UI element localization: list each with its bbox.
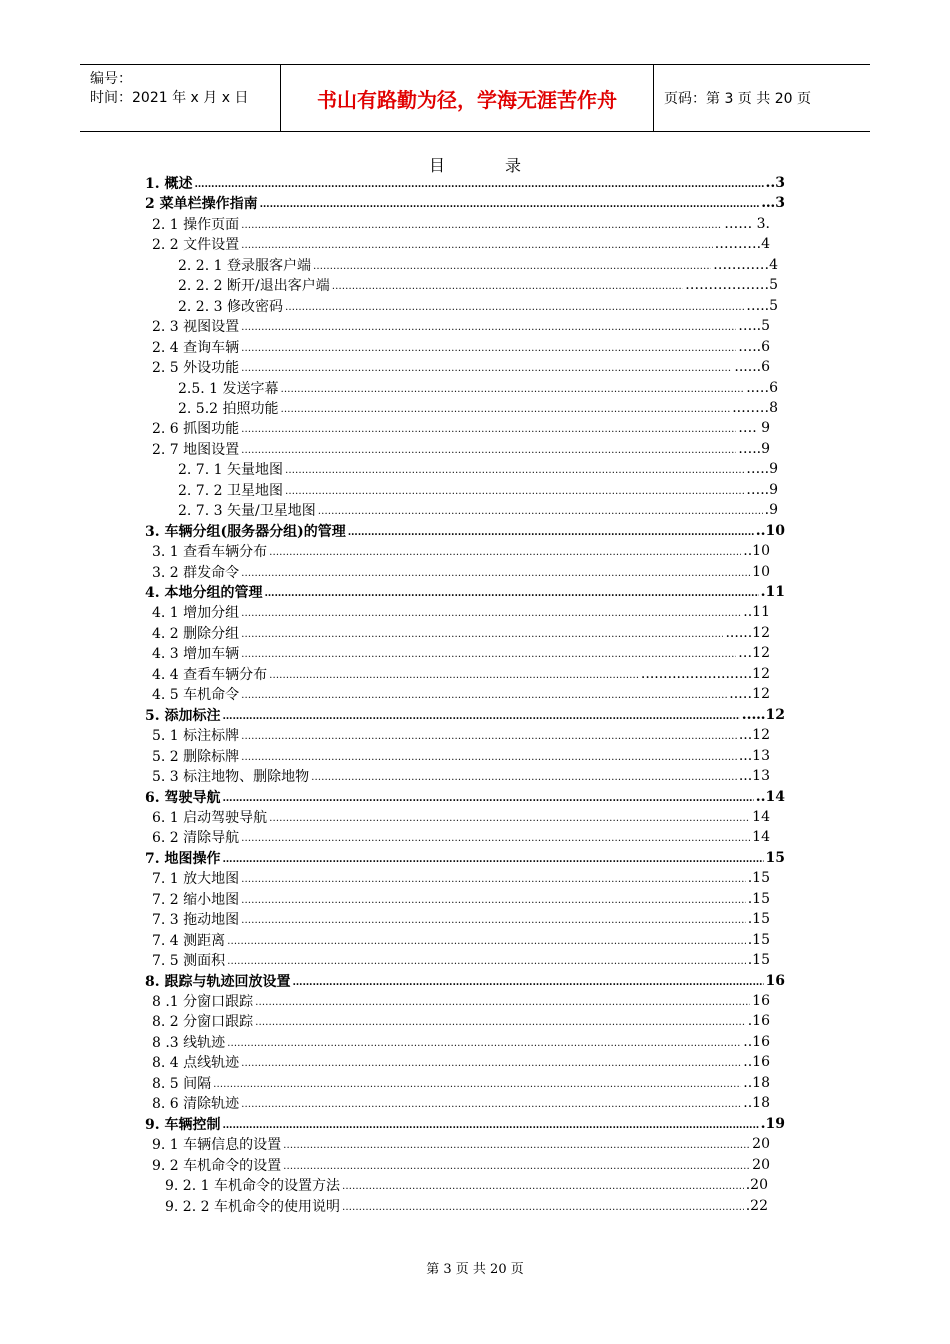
toc-entry-title: 2 菜单栏操作指南 [145, 196, 258, 213]
page-footer: 第 3 页 共 20 页 [426, 1262, 524, 1277]
toc-entry-page: 14 [752, 829, 770, 846]
toc-leader-dots [241, 870, 746, 886]
toc-entry-title: 8 .1 分窗口跟踪 [152, 994, 254, 1010]
toc-entry-title: 5. 2 删除标牌 [152, 748, 240, 765]
toc-entry-page: .22 [745, 1197, 768, 1214]
toc-entry-title: 9. 1 车辆信息的设置 [152, 1137, 282, 1154]
toc-entry-title: 2. 6 抓图功能 [152, 421, 240, 438]
toc-entry-page: ..16 [743, 1033, 770, 1050]
toc-leader-dots [223, 707, 740, 723]
toc-entry[interactable] [152, 909, 770, 929]
toc-entry-title: 8 .3 线轨迹 [152, 1034, 226, 1051]
toc-leader-dots [348, 523, 754, 539]
toc-entry[interactable] [152, 1032, 770, 1052]
toc-entry-title: 7. 4 测距离 [152, 932, 226, 949]
toc-entry[interactable] [145, 971, 785, 991]
toc-entry-page: .15 [747, 931, 770, 948]
header-motto: 书山有路勤为径，学海无涯苦作舟 [281, 65, 654, 131]
toc-leader-dots [281, 380, 745, 396]
toc-leader-dots [223, 789, 754, 805]
toc-leader-dots [195, 175, 764, 191]
toc-entry-page: 15 [765, 849, 785, 866]
header-meta-cell [80, 65, 281, 131]
toc-leader-dots [241, 420, 736, 436]
toc-entry[interactable] [152, 1011, 770, 1031]
toc-entry-title: 5. 添加标注 [145, 707, 221, 724]
toc-leader-dots [313, 257, 711, 273]
toc-entry[interactable] [152, 316, 770, 336]
toc-entry[interactable] [145, 521, 785, 541]
toc-entry-page: .........................12 [640, 665, 770, 682]
toc-entry[interactable] [145, 705, 785, 725]
toc-entry-page: 14 [752, 808, 770, 825]
toc-entry[interactable] [178, 459, 778, 479]
toc-entry-title: 6. 2 清除导航 [152, 830, 240, 847]
toc-leader-dots [241, 441, 736, 457]
toc-leader-dots [285, 298, 744, 314]
toc-entry-title: 6. 1 启动驾驶导航 [152, 809, 268, 826]
toc-entry-page: ......12 [725, 624, 770, 641]
toc-entry[interactable] [152, 664, 770, 684]
toc-entry[interactable] [152, 684, 770, 704]
toc-entry[interactable] [152, 562, 770, 582]
document-date: 时间：2021 年 x 月 x 日 [90, 90, 249, 106]
toc-entry-page: 16 [752, 993, 770, 1009]
toc-entry-title: 2. 3 视图设置 [152, 319, 240, 336]
toc-entry-page: .15 [747, 890, 770, 907]
toc-entry-page: .15 [747, 870, 770, 887]
toc-entry-page: ..3 [765, 175, 785, 191]
toc-leader-dots [269, 543, 741, 559]
toc-entry[interactable] [152, 991, 770, 1011]
toc-entry-title: 2. 2. 1 登录服客户端 [178, 257, 311, 274]
toc-leader-dots [227, 952, 746, 968]
toc-leader-dots [241, 236, 712, 252]
toc-entry-title: 3. 1 查看车辆分布 [152, 544, 268, 561]
toc-leader-dots [241, 604, 741, 620]
toc-entry-page: …..9 [746, 461, 778, 478]
toc-entry-title: 1. 概述 [145, 176, 193, 192]
toc-entry-page: ………………5 [685, 277, 778, 294]
toc-leader-dots [255, 993, 750, 1009]
toc-entry-page: …..5 [738, 318, 770, 335]
toc-leader-dots [241, 645, 736, 661]
toc-leader-dots [223, 1116, 759, 1132]
toc-leader-dots [241, 1054, 741, 1070]
toc-entry-title: 5. 1 标注标牌 [152, 728, 240, 745]
page-header [80, 64, 870, 132]
toc-leader-dots [342, 1198, 744, 1214]
toc-leader-dots [269, 809, 750, 825]
toc-entry[interactable] [145, 173, 785, 193]
toc-entry[interactable] [152, 827, 770, 847]
toc-entry-page: …..9 [738, 440, 770, 457]
toc-entry[interactable] [152, 337, 770, 357]
toc-leader-dots [241, 625, 723, 641]
toc-entry[interactable] [145, 848, 785, 868]
toc-entry[interactable] [178, 500, 778, 520]
toc-leader-dots [213, 1075, 741, 1091]
toc-entry[interactable] [152, 602, 770, 622]
toc-leader-dots [342, 1177, 744, 1193]
toc-entry-page: …… 3. [724, 215, 770, 232]
toc-entry-title: 4. 4 查看车辆分布 [152, 666, 268, 683]
toc-entry[interactable] [145, 787, 785, 807]
toc-entry[interactable] [165, 1196, 768, 1216]
toc-leader-dots [260, 195, 760, 211]
toc-entry-page: …3 [761, 195, 785, 212]
toc-entry-title: 7. 2 缩小地图 [152, 891, 240, 908]
toc-entry[interactable] [152, 930, 770, 950]
toc-entry[interactable] [145, 1114, 785, 1134]
toc-entry-title: 2. 2. 3 修改密码 [178, 298, 283, 315]
toc-entry-title: 7. 5 测面积 [152, 953, 226, 970]
toc-entry[interactable] [152, 766, 770, 786]
toc-entry-page: 10 [752, 563, 770, 580]
toc-entry-page: ..……8 [732, 399, 778, 416]
toc-leader-dots [285, 482, 744, 498]
toc-leader-dots [311, 768, 737, 784]
toc-leader-dots [285, 461, 744, 477]
toc-leader-dots [255, 1013, 746, 1029]
toc-entry-page: ..10 [755, 522, 785, 539]
toc-leader-dots [241, 1095, 741, 1111]
toc-entry[interactable] [178, 296, 778, 316]
toc-entry-title: 4. 3 增加车辆 [152, 646, 240, 663]
toc-entry-page: …..9 [746, 481, 778, 498]
toc-entry[interactable] [152, 1155, 770, 1175]
toc-entry-page: ..…6 [746, 379, 778, 396]
toc-entry-page: …. 9 [738, 420, 770, 437]
toc-entry-page: 20 [752, 1136, 770, 1153]
toc-entry-title: 2. 7. 3 矢量/卫星地图 [178, 503, 316, 520]
toc-entry-page: ..…12 [729, 686, 770, 703]
toc-entry[interactable] [152, 1052, 770, 1072]
toc-entry-title: 2. 5.2 拍照功能 [178, 400, 279, 417]
toc-leader-dots [281, 400, 731, 416]
toc-entry-page: ...13 [738, 747, 770, 764]
toc-leader-dots [227, 1034, 741, 1050]
toc-leader-dots [265, 584, 759, 600]
toc-entry-title: 8. 4 点线轨迹 [152, 1055, 240, 1072]
toc-entry[interactable] [152, 725, 770, 745]
toc-entry-title: 2. 7. 2 卫星地图 [178, 482, 283, 499]
document-number-label: 编号： [90, 71, 132, 87]
toc-entry[interactable] [152, 1073, 770, 1093]
toc-entry-title: 2. 5 外设功能 [152, 360, 240, 377]
toc-entry-title: 2. 7 地图设置 [152, 441, 240, 458]
toc-entry-title: 2. 2. 2 断开/退出客户端 [178, 278, 330, 295]
toc-entry-page: .20 [745, 1177, 768, 1194]
toc-leader-dots [227, 932, 746, 948]
toc-entry-page: .19 [760, 1115, 785, 1132]
toc-title-left: 目 [428, 156, 445, 175]
toc-entry[interactable] [152, 746, 770, 766]
toc-entry[interactable] [152, 868, 770, 888]
header-page-number: 页码：第 3 页 共 20 页 [664, 91, 811, 107]
toc-entry[interactable] [152, 418, 770, 438]
toc-entry-page: .16 [747, 1013, 770, 1030]
toc-leader-dots [241, 318, 736, 334]
toc-entry-title: 8. 5 间隔 [152, 1075, 212, 1092]
toc-entry-title: 2.5. 1 发送字幕 [178, 380, 279, 397]
toc-leader-dots [283, 1136, 750, 1152]
toc-entry[interactable] [178, 480, 778, 500]
toc-leader-dots [241, 686, 727, 702]
toc-entry-title: 6. 驾驶导航 [145, 789, 221, 806]
toc-entry-page: …..5 [746, 297, 778, 314]
toc-leader-dots [269, 666, 639, 682]
toc-entry[interactable] [152, 1134, 770, 1154]
toc-entry-page: 20 [752, 1156, 770, 1173]
toc-entry-title: 5. 3 标注地物、删除地物 [152, 769, 310, 786]
toc-entry-title: 3. 2 群发命令 [152, 564, 240, 581]
toc-entry-title: 3. 车辆分组(服务器分组)的管理 [145, 523, 346, 540]
toc-entry[interactable] [178, 275, 778, 295]
toc-leader-dots [241, 216, 722, 232]
toc-leader-dots [241, 748, 737, 764]
toc-entry[interactable] [152, 439, 770, 459]
toc-entry-title: 9. 2 车机命令的设置 [152, 1157, 282, 1174]
toc-entry-page: .15 [747, 911, 770, 928]
toc-entry[interactable] [165, 1175, 768, 1195]
toc-entry[interactable] [178, 398, 778, 418]
toc-leader-dots [241, 911, 746, 927]
toc-entry-page: ……….4 [714, 236, 770, 253]
toc-entry-page: .15 [747, 952, 770, 969]
toc-entry-page: ...12 [738, 727, 770, 744]
toc-entry-title: 7. 3 拖动地图 [152, 912, 240, 929]
toc-entry-title: 2. 2 文件设置 [152, 237, 240, 254]
toc-entry-page: .9 [764, 502, 778, 519]
toc-entry-title: 4. 5 车机命令 [152, 687, 240, 704]
toc-leader-dots [223, 850, 764, 866]
toc-entry-title: 4. 1 增加分组 [152, 605, 240, 622]
toc-entry-title: 2. 7. 1 矢量地图 [178, 462, 283, 479]
toc-entry[interactable] [152, 357, 770, 377]
toc-entry-title: 2. 1 操作页面 [152, 216, 240, 233]
toc-entry-page: …………4 [713, 256, 778, 273]
toc-entry[interactable] [178, 378, 778, 398]
toc-entry-page: ..…12 [741, 706, 785, 723]
toc-entry-page: ..18 [743, 1074, 770, 1091]
toc-entry[interactable] [152, 643, 770, 663]
toc-entry-page: ..10 [743, 543, 770, 560]
toc-entry[interactable] [152, 541, 770, 561]
toc-entry-title: 8. 6 清除轨迹 [152, 1096, 240, 1113]
toc-entry[interactable] [145, 582, 785, 602]
toc-entry[interactable] [152, 950, 770, 970]
toc-leader-dots [241, 727, 737, 743]
toc-entry-page: ......6 [734, 359, 770, 376]
toc-entry-title: 8. 2 分窗口跟踪 [152, 1014, 254, 1031]
toc-entry[interactable] [152, 214, 770, 234]
toc-entry-page: …..6 [738, 338, 770, 355]
toc-entry[interactable] [152, 1093, 770, 1113]
toc-entry[interactable] [145, 193, 785, 213]
toc-leader-dots [293, 973, 764, 989]
toc-entry-page: ..11 [743, 604, 770, 621]
toc-entry-page: ...13 [738, 768, 770, 785]
toc-leader-dots [283, 1157, 750, 1173]
toc-entry-title: 8. 跟踪与轨迹回放设置 [145, 973, 291, 990]
toc-entry-page: ..18 [743, 1095, 770, 1112]
toc-entry-page: .11 [760, 584, 785, 600]
toc-entry-page: ..14 [755, 788, 785, 805]
toc-entry-page: 16 [765, 972, 785, 989]
toc-entry-title: 7. 地图操作 [145, 850, 221, 867]
toc-entry[interactable] [152, 807, 770, 827]
toc-entry-title: 9. 2. 2 车机命令的使用说明 [165, 1198, 340, 1215]
toc-title-right: 录 [505, 156, 522, 175]
toc-entry-title: 2. 4 查询车辆 [152, 339, 240, 356]
toc-entry[interactable] [152, 623, 770, 643]
toc-leader-dots [241, 359, 732, 375]
toc-entry-title: 4. 本地分组的管理 [145, 585, 263, 601]
toc-leader-dots [318, 502, 763, 518]
toc-leader-dots [241, 339, 736, 355]
toc-entry[interactable] [178, 255, 778, 275]
toc-leader-dots [241, 564, 750, 580]
toc-entry-page: ..16 [743, 1054, 770, 1071]
toc-leader-dots [241, 829, 750, 845]
toc-entry[interactable] [152, 889, 770, 909]
toc-leader-dots [241, 891, 746, 907]
toc-entry-page: …12 [738, 645, 770, 662]
toc-entry[interactable] [152, 234, 770, 254]
toc-entry-title: 9. 车辆控制 [145, 1116, 221, 1133]
toc-entry-title: 4. 2 删除分组 [152, 625, 240, 642]
toc-entry-title: 9. 2. 1 车机命令的设置方法 [165, 1178, 340, 1195]
toc-leader-dots [332, 277, 683, 293]
toc-entry-title: 7. 1 放大地图 [152, 871, 240, 888]
